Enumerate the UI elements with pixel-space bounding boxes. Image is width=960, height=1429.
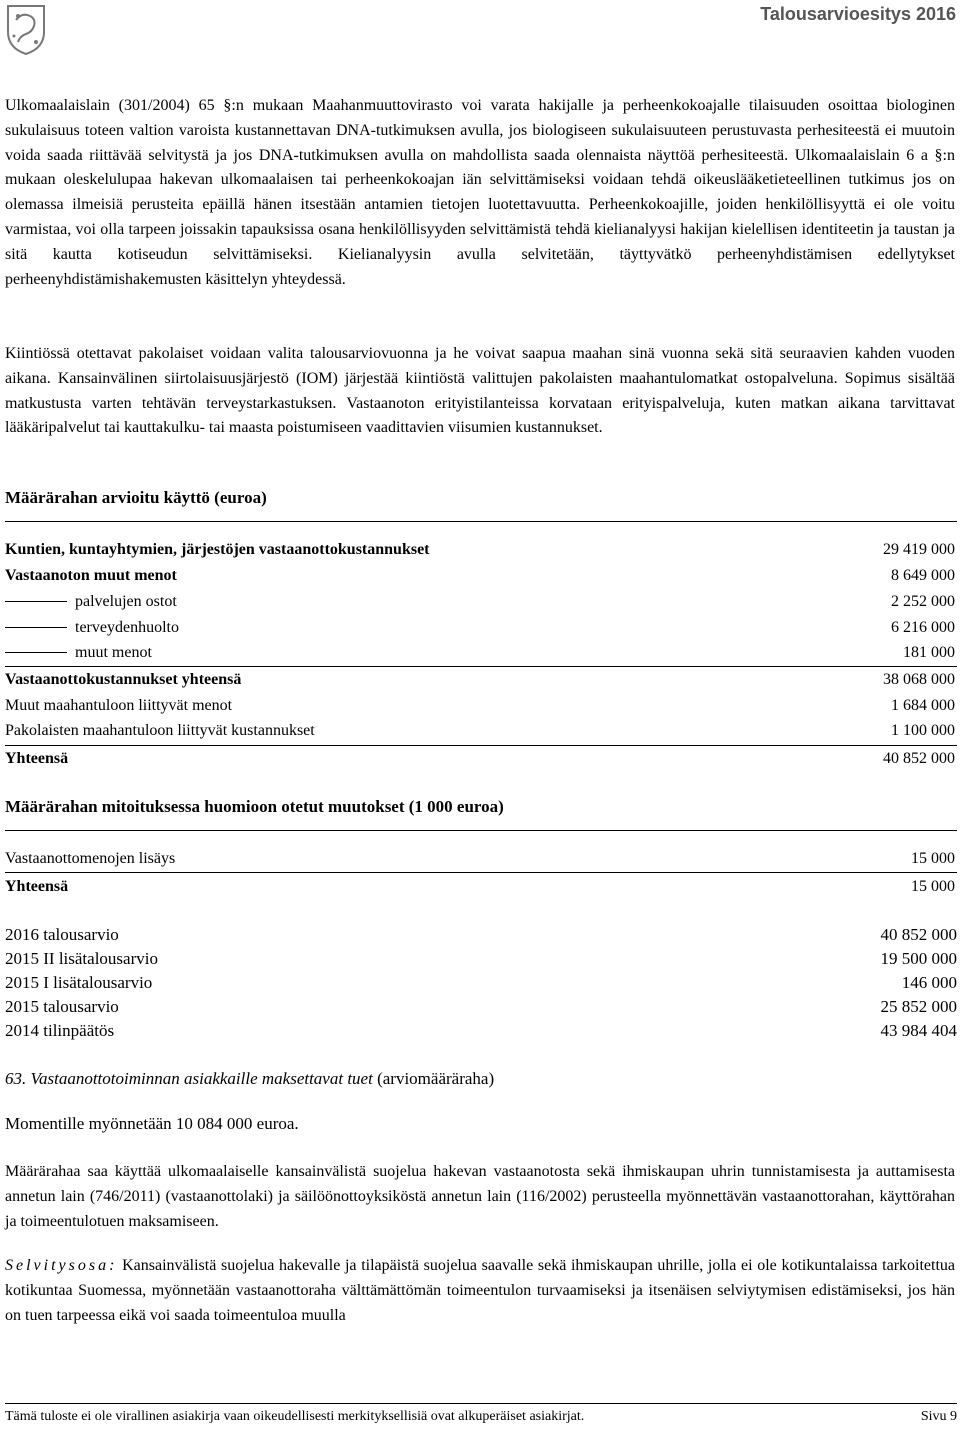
document-title: Talousarvioesitys 2016 [760,4,956,24]
table-row [5,877,955,897]
table2-total-rule [5,872,957,873]
summary-label: 2015 II lisätalousarvio [5,949,158,968]
table2-top-rule [5,830,957,831]
summary-label: 2015 talousarvio [5,997,119,1016]
row-value: 1 684 000 [891,697,955,714]
row-label: palvelujen ostot [75,593,177,610]
summary-label: 2016 talousarvio [5,925,119,944]
table1-heading: Määrärahan arvioitu käyttö (euroa) [5,488,267,507]
table-row [5,670,955,690]
table-row [5,849,955,869]
row-value: 2 252 000 [891,593,955,610]
table-row [5,643,955,663]
row-value: 38 068 000 [883,671,955,688]
footer-rule [5,1403,957,1404]
section-title: Vastaanottotoiminnan asiakkaille maksettavat tuet [30,1069,373,1088]
table1-total-rule [5,745,957,746]
paragraph-quota-refugees: Kiintiössä otettavat pakolaiset voidaan valita talousarviovuonna ja he voivat saapua maahan sinä vuonna sekä sitä seuraavien kahden vuoden aikana. Kansainvälinen siirtolaisuusjärjestö (IOM) järjestää kiintiöstä valittujen pakolaisten maahantulomatkat ostopalveluna. Sopimus sisältää matkustusta varten tehtävän terveystarkastuksen. Vastaanoton erityistilanteissa korvataan erityispalveluja, kuten matkan aikana tarvittavat lääkäripalvelut tai kauttakulku- tai maasta poistumiseen vaadittavien viisumien kustannukset. [5,345,955,437]
summary-label: 2014 tilinpäätös [5,1021,115,1040]
row-value: 8 649 000 [891,567,955,584]
table-row [5,566,955,586]
footer [5,1409,957,1425]
table-row [5,721,955,741]
paragraph-dna-testing: Ulkomaalaislain (301/2004) 65 §:n mukaan Maahanmuuttovirasto voi varata hakijalle ja perheenkokoajalle tilaisuuden osoittaa biologinen sukulaisuus toteen valtion varoista kustannettavan DNA-tutkimuksen avulla, jos biologiseen sukulaisuuteen perustuvasta perhesiteestä ei muutoin voida saada riittävää selvitystä ja jos DNA-tutkimuksen avulla on mahdollista saada olennaista näyttöä perhesiteestä. Ulkomaalaislain 6 a §:n mukaan oleskelulupaa hakevan ulkomaalaisen tai perheenkokoajan iän selvittämiseksi voidaan tehdä oikeuslääketieteellinen tutkimus jos on olemassa ilmeisiä perusteita epäillä hänen itsestään antamien tietojen luotettavuutta. Perheenkokoajille, joiden henkilöllisyyttä ei ole voitu varmistaa, voi olla tarpeen joissakin tapauksissa osana henkilöllisyyden selvittämistä tehdä kielianalyysi hakijan kielellisen identiteetin ja taustan ja sitä kautta kotiseudun selvittämiseksi. Kielianalyysin avulla selvitetään, täyttyvätkö perheenyhdistämisen edellytykset perheenyhdistämishakemusten käsittelyn yhteydessä. [5,97,955,288]
row-label: Yhteensä [5,750,69,767]
table-row [5,592,955,612]
dash-marker [5,627,67,628]
table1-top-rule [5,521,957,522]
summary-row [5,925,957,945]
paragraph-appropriation: Momentille myönnetään 10 084 000 euroa. [5,1114,299,1133]
summary-value: 40 852 000 [880,925,957,944]
row-label: Muut maahantuloon liittyvät menot [5,697,233,714]
summary-label: 2015 I lisätalousarvio [5,973,153,992]
row-label: Pakolaisten maahantuloon liittyvät kustannukset [5,722,315,739]
coat-of-arms-logo [4,2,48,56]
row-value: 29 419 000 [883,541,955,558]
dash-marker [5,601,67,602]
summary-value: 43 984 404 [880,1021,957,1040]
row-label: Kuntien, kuntayhtymien, järjestöjen vastaanottokustannukset [5,541,430,558]
summary-row [5,997,957,1017]
summary-value: 146 000 [901,973,957,992]
section-63-heading [5,1069,955,1089]
table-row [5,696,955,716]
row-value: 15 000 [911,850,955,867]
row-value: 6 216 000 [891,619,955,636]
row-label: terveydenhuolto [75,619,179,636]
paragraph-explanation [5,1254,955,1328]
table2-heading: Määrärahan mitoituksessa huomioon otetut muutokset (1 000 euroa) [5,797,504,816]
table1-subtotal-rule [5,666,957,667]
section-suffix: (arviomääräraha) [377,1069,495,1088]
summary-row [5,973,957,993]
row-value: 40 852 000 [883,750,955,767]
explanation-lead: Selvitysosa: [5,1257,118,1274]
summary-row [5,949,957,969]
section-number: 63. [5,1069,27,1088]
explanation-text: Kansainvälistä suojelua hakevalle ja tilapäistä suojelua saavalle sekä ihmiskaupan uhrille, jolla ei ole kotikuntalaissa tarkoitettua kotikuntaa Suomessa, myönnetään vastaanottoraha välttämättömän toimeentulon turvaamiseksi ja itsenäisen selviytymisen edistämiseksi, jos hän on tuen tarpeessa eikä voi saada toimeentuloa muulla [5,1257,956,1324]
row-label: Vastaanoton muut menot [5,567,177,584]
summary-value: 19 500 000 [880,949,957,968]
row-label: Vastaanottomenojen lisäys [5,850,176,867]
row-value: 1 100 000 [891,722,955,739]
summary-row [5,1021,957,1041]
row-label: Vastaanottokustannukset yhteensä [5,671,242,688]
table-row [5,749,955,769]
dash-marker [5,652,67,653]
table-row [5,540,955,560]
row-label: muut menot [75,644,152,661]
table-row [5,618,955,638]
row-label: Yhteensä [5,878,69,895]
footer-disclaimer: Tämä tuloste ei ole virallinen asiakirja vaan oikeudellisesti merkityksellisiä ovat alkuperäiset asiakirjat. [5,1409,585,1424]
page-number: Sivu 9 [920,1409,957,1424]
summary-value: 25 852 000 [880,997,957,1016]
paragraph-usage: Määrärahaa saa käyttää ulkomaalaiselle kansainvälistä suojelua hakevan vastaanotosta sekä ihmiskaupan uhrin tunnistamisesta ja auttamisesta annetun lain (746/2011) (vastaanottolaki) ja säilöönottoyksiköstä annetun lain (116/2002) perusteella myönnettävän vastaanottorahan, käyttörahan ja toimeentulotuen maksamiseen. [5,1163,955,1230]
row-value: 15 000 [911,878,955,895]
row-value: 181 000 [903,644,955,661]
